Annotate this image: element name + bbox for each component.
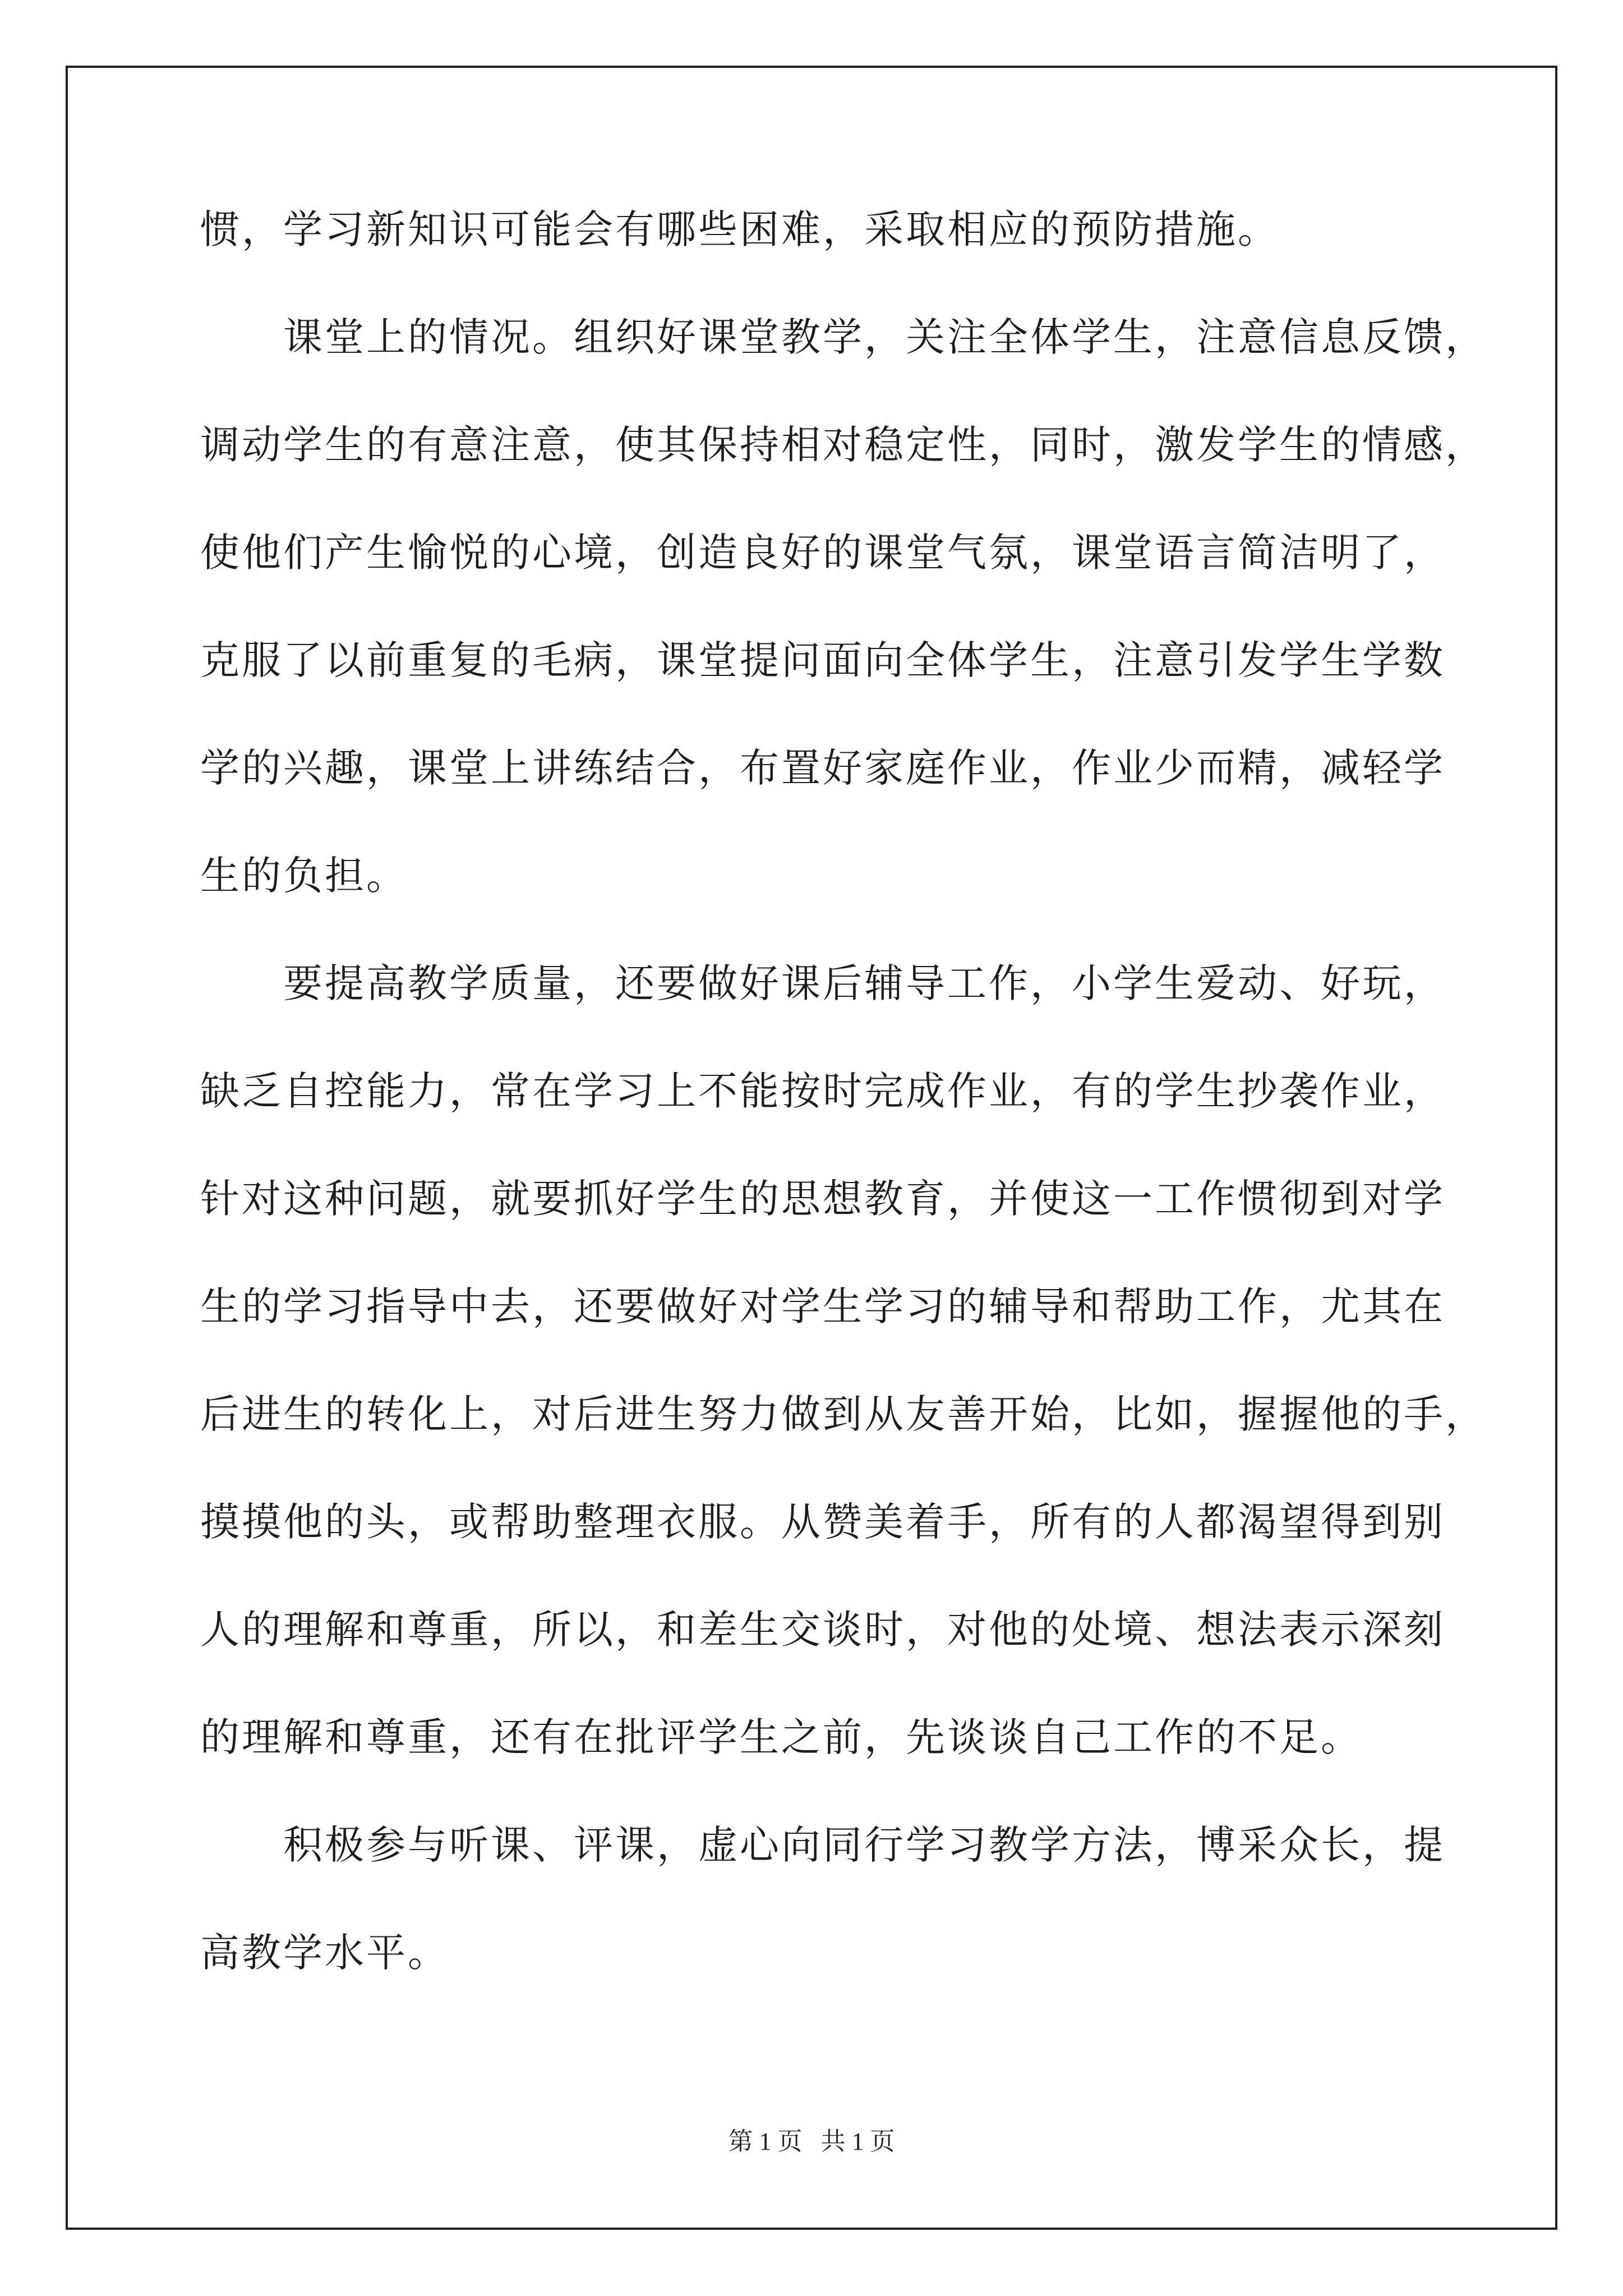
text-line: 缺乏自控能力，常在学习上不能按时完成作业，有的学生抄袭作业， <box>200 1068 1445 1114</box>
text-line: 针对这种问题，就要抓好学生的思想教育，并使这一工作惯彻到对学 <box>200 1176 1445 1222</box>
text-line: 摸摸他的头，或帮助整理衣服。从赞美着手，所有的人都渴望得到别 <box>200 1499 1445 1545</box>
text-line: 人的理解和尊重，所以，和差生交谈时，对他的处境、想法表示深刻 <box>200 1607 1445 1653</box>
text-line: 高教学水平。 <box>200 1930 449 1976</box>
page-number-footer: 第 1 页 共 1 页 <box>728 2128 895 2155</box>
text-line: 要提高教学质量，还要做好课后辅导工作，小学生爱动、好玩， <box>200 960 1445 1006</box>
text-line: 调动学生的有意注意，使其保持相对稳定性，同时，激发学生的情感， <box>200 422 1487 468</box>
text-line: 生的学习指导中去，还要做好对学生学习的辅导和帮助工作，尤其在 <box>200 1283 1445 1329</box>
text-line: 惯，学习新知识可能会有哪些困难，采取相应的预防措施。 <box>200 206 1279 252</box>
text-line: 克服了以前重复的毛病，课堂提问面向全体学生，注意引发学生学数 <box>200 637 1445 683</box>
text-line: 生的负担。 <box>200 853 408 899</box>
text-line: 的理解和尊重，还有在批评学生之前，先谈谈自己工作的不足。 <box>200 1714 1362 1760</box>
text-line: 积极参与听课、评课，虚心向同行学习教学方法，博采众长，提 <box>200 1822 1445 1868</box>
text-line: 课堂上的情况。组织好课堂教学，关注全体学生，注意信息反馈， <box>200 314 1487 360</box>
text-line: 后进生的转化上，对后进生努力做到从友善开始，比如，握握他的手， <box>200 1391 1487 1437</box>
page-border <box>66 66 1557 2230</box>
text-line: 学的兴趣，课堂上讲练结合，布置好家庭作业，作业少而精，减轻学 <box>200 745 1445 791</box>
text-line: 使他们产生愉悦的心境，创造良好的课堂气氛，课堂语言简洁明了， <box>200 530 1445 576</box>
